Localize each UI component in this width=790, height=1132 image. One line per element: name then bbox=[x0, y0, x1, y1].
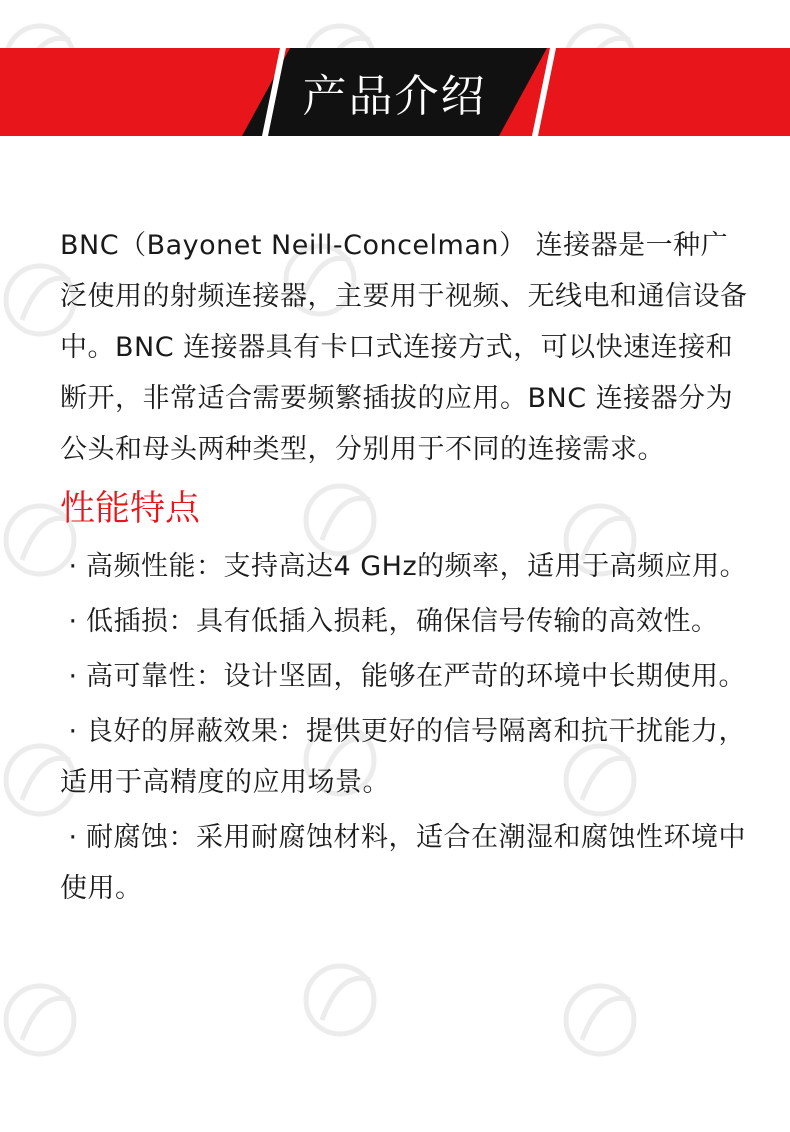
feature-text: 良好的屏蔽效果：提供更好的信号隔离和抗干扰能力，适用于高精度的应用场景。 bbox=[60, 716, 746, 798]
watermark-logo bbox=[560, 960, 780, 1080]
feature-list bbox=[60, 541, 750, 914]
feature-item bbox=[60, 706, 750, 808]
page-title: 产品介绍 bbox=[302, 71, 487, 122]
feature-item bbox=[60, 812, 750, 914]
bullet-icon: · bbox=[68, 551, 78, 582]
feature-item bbox=[60, 596, 750, 647]
feature-text: 耐腐蚀：采用耐腐蚀材料，适合在潮湿和腐蚀性环境中使用。 bbox=[60, 822, 746, 904]
features-heading: 性能特点 bbox=[60, 489, 201, 529]
feature-text: 高可靠性：设计坚固，能够在严苛的环境中长期使用。 bbox=[86, 661, 746, 692]
watermark-logo bbox=[0, 960, 220, 1080]
bullet-icon: · bbox=[68, 661, 78, 692]
feature-item bbox=[60, 651, 750, 702]
bullet-icon: · bbox=[68, 822, 78, 853]
feature-item bbox=[60, 541, 750, 592]
feature-text: 低插损：具有低插入损耗，确保信号传输的高效性。 bbox=[86, 606, 719, 637]
bullet-icon: · bbox=[68, 606, 78, 637]
intro-paragraph: BNC（Bayonet Neill-Concelman） 连接器是一种广泛使用的射频连接器，主要用于视频、无线电和通信设备中。BNC 连接器具有卡口式连接方式，可以快速连接和断开，非常适合需要频繁插拔的应用。BNC 连接器分为公头和母头两种类型，分别用于不同的连接需求。 bbox=[60, 230, 748, 465]
feature-text: 高频性能：支持高达4 GHz的频率，适用于高频应用。 bbox=[86, 551, 748, 582]
watermark-logo bbox=[300, 940, 520, 1060]
main-content bbox=[60, 220, 750, 918]
bullet-icon: · bbox=[68, 716, 78, 747]
